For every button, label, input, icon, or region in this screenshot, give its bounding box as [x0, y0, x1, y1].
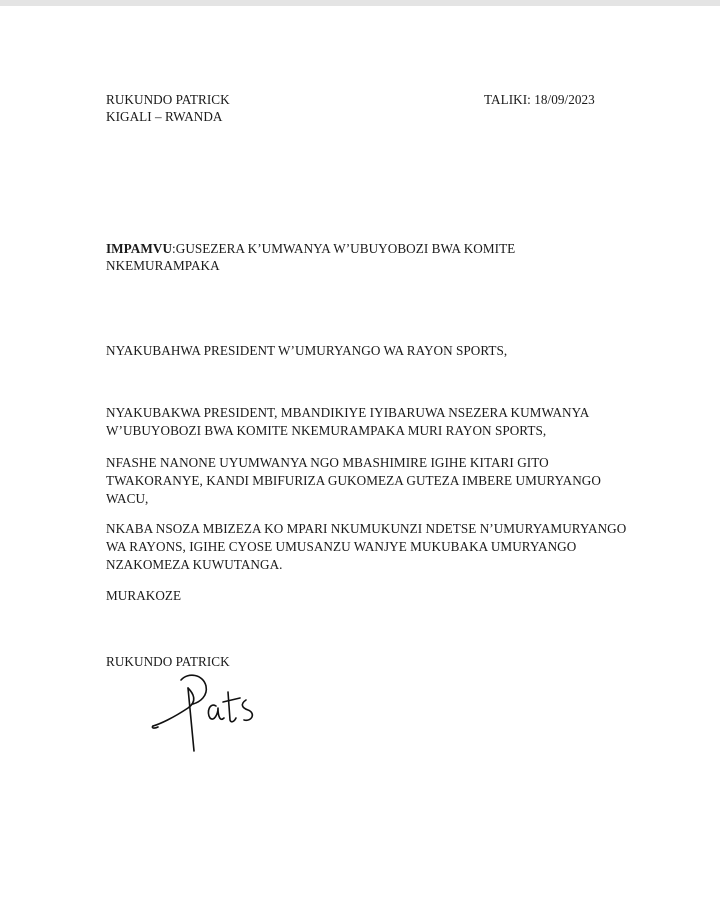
paragraph-2-line-1: NFASHE NANONE UYUMWANYA NGO MBASHIMIRE IGIHE KITARI GITO [106, 455, 549, 470]
subject-line [106, 240, 515, 258]
handwritten-signature [148, 668, 268, 758]
paragraph-1-line-2: W’UBUYOBOZI BWA KOMITE NKEMURAMPAKA MURI RAYON SPORTS, [106, 423, 547, 438]
sender-location: KIGALI – RWANDA [106, 109, 223, 124]
subject-text: :GUSEZERA K’UMWANYA W’UBUYOBOZI BWA KOMITE [172, 241, 516, 256]
closing: MURAKOZE [106, 588, 182, 603]
paragraph-3-line-1: NKABA NSOZA MBIZEZA KO MPARI NKUMUKUNZI NDETSE N’UMURYAMURYANGO [106, 521, 627, 536]
paragraph-2-line-3: WACU, [106, 491, 149, 506]
paragraph-3-line-3: NZAKOMEZA KUWUTANGA. [106, 557, 283, 572]
paragraph-2-line-2: TWAKORANYE, KANDI MBIFURIZA GUKOMEZA GUTEZA IMBERE UMURYANGO [106, 473, 601, 488]
paragraph-1-line-1: NYAKUBAKWA PRESIDENT, MBANDIKIYE IYIBARUWA NSEZERA KUMWANYA [106, 405, 590, 420]
subject-text-cont: NKEMURAMPAKA [106, 258, 220, 273]
letter-date: TALIKI: 18/09/2023 [484, 92, 595, 107]
sender-name: RUKUNDO PATRICK [106, 92, 230, 107]
subject-label: IMPAMVU [106, 241, 173, 256]
salutation: NYAKUBAHWA PRESIDENT W’UMURYANGO WA RAYON SPORTS, [106, 343, 508, 358]
paragraph-3-line-2: WA RAYONS, IGIHE CYOSE UMUSANZU WANJYE MUKUBAKA UMURYANGO [106, 539, 577, 554]
top-bar [0, 0, 720, 6]
signature-name: RUKUNDO PATRICK [106, 654, 230, 669]
